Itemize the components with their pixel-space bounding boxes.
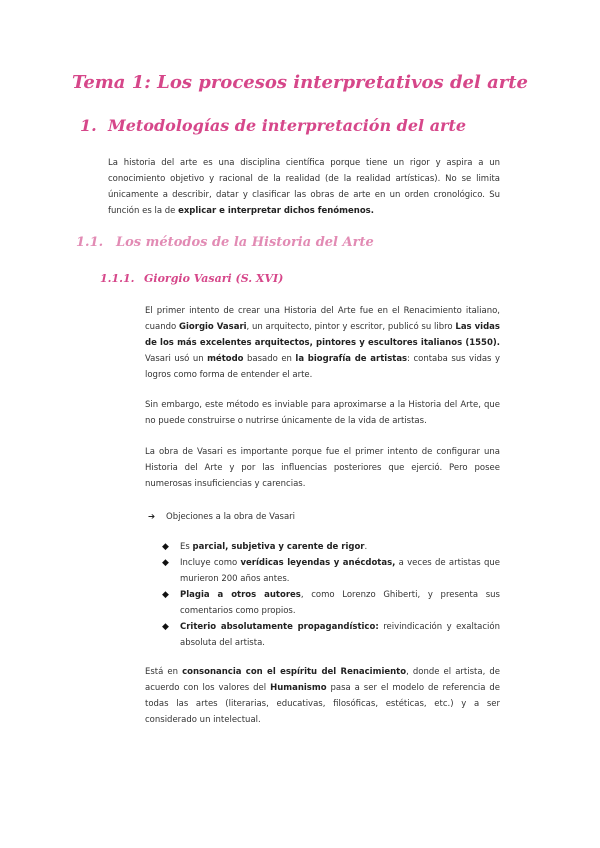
diamond-bullet-icon: ◆ bbox=[162, 542, 169, 552]
bold-run: verídicas leyendas y anécdotas, bbox=[240, 558, 396, 568]
text-run: El primer intento de crear una Historia del Arte fue en el Renacimiento italiano, cuando bbox=[145, 306, 500, 332]
document-title: Tema 1: Los procesos interpretativos del arte bbox=[71, 72, 529, 93]
arrow-right-icon: ➔ bbox=[148, 512, 156, 522]
text-run: : contaba sus vidas y logros como forma de entender el arte. bbox=[145, 354, 500, 380]
method-critique-paragraph: Sin embargo, este método es inviable para aproximarse a la Historia del Arte, que no puede construirse o nutrirse únicamente de la vida de artistas. bbox=[145, 400, 500, 426]
text-run: Es bbox=[180, 542, 193, 552]
text-run: a veces de artistas que murieron 200 años antes. bbox=[180, 558, 500, 584]
bold-run: Giorgio Vasari bbox=[179, 322, 247, 332]
section-title: Metodologías de interpretación del arte bbox=[108, 116, 467, 135]
diamond-bullet-icon: ◆ bbox=[162, 622, 169, 632]
text-run: , como Lorenzo Ghiberti, y presenta sus comentarios como propios. bbox=[180, 590, 500, 616]
bold-run: explicar e interpretar dichos fenómenos. bbox=[178, 206, 374, 216]
objections-label: Objeciones a la obra de Vasari bbox=[166, 512, 296, 522]
bold-run: parcial, subjetiva y carente de rigor bbox=[192, 542, 365, 552]
section-title: Giorgio Vasari (S. XVI) bbox=[144, 272, 284, 285]
bold-run: Criterio absolutamente propagandístico: bbox=[180, 622, 379, 632]
diamond-bullet-icon: ◆ bbox=[162, 558, 169, 568]
list-item bbox=[162, 539, 500, 555]
text-run: reivindicación y exaltación absoluta del artista. bbox=[180, 622, 501, 648]
text-run: Vasari usó un bbox=[145, 354, 208, 364]
text-run: basado en bbox=[243, 354, 296, 364]
section-number: 1.1. bbox=[76, 235, 104, 250]
list-item bbox=[162, 555, 500, 587]
vasari-paragraph bbox=[145, 303, 500, 383]
bold-run: método bbox=[207, 354, 244, 364]
importance-paragraph: La obra de Vasari es importante porque fue el primer intento de configurar una Historia del Arte y por las influencias posteriores que ejerció. Pero posee numerosas insuficiencias y carencias. bbox=[145, 447, 500, 489]
intro-paragraph bbox=[108, 155, 500, 219]
objections-list bbox=[162, 539, 500, 651]
bold-run: Plagia a otros autores bbox=[180, 590, 301, 600]
diamond-bullet-icon: ◆ bbox=[162, 590, 169, 600]
bold-run: consonancia con el espíritu del Renacimiento bbox=[182, 667, 407, 677]
objections-heading bbox=[148, 509, 295, 525]
renaissance-paragraph bbox=[145, 664, 500, 728]
section-heading-1-1-1 bbox=[100, 272, 283, 285]
text-run: Incluye como bbox=[180, 558, 241, 568]
text-run: Está en bbox=[145, 667, 183, 677]
list-item bbox=[162, 587, 500, 619]
text-run: , donde el artista, de acuerdo con los valores del bbox=[145, 667, 500, 693]
text-run: pasa a ser el modelo de referencia de todas las artes (literarias, educativas, filosóficas, estéticas, etc.) y a ser considerado un intelectual. bbox=[145, 683, 500, 725]
section-heading-1 bbox=[80, 116, 466, 135]
section-number: 1. bbox=[80, 116, 97, 135]
section-title: Los métodos de la Historia del Arte bbox=[116, 235, 374, 250]
bold-run: Humanismo bbox=[270, 683, 327, 693]
text-run: . bbox=[364, 542, 368, 552]
text-run: , un arquitecto, pintor y escritor, publicó su libro bbox=[246, 322, 456, 332]
bold-run: Las vidas de los más excelentes arquitectos, pintores y escultores italianos (1550). bbox=[145, 322, 500, 348]
text-run: La historia del arte es una disciplina científica porque tiene un rigor y aspira a un conocimiento objetivo y racional de la realidad (de la realidad artísticas). No se limita únicamente a describir, datar y clasificar las obras de arte en un orden cronológico. Su función es la de bbox=[108, 158, 500, 216]
section-number: 1.1.1. bbox=[100, 272, 135, 285]
bold-run: la biografía de artistas bbox=[295, 354, 408, 364]
section-heading-1-1 bbox=[76, 235, 374, 250]
list-item bbox=[162, 619, 500, 651]
